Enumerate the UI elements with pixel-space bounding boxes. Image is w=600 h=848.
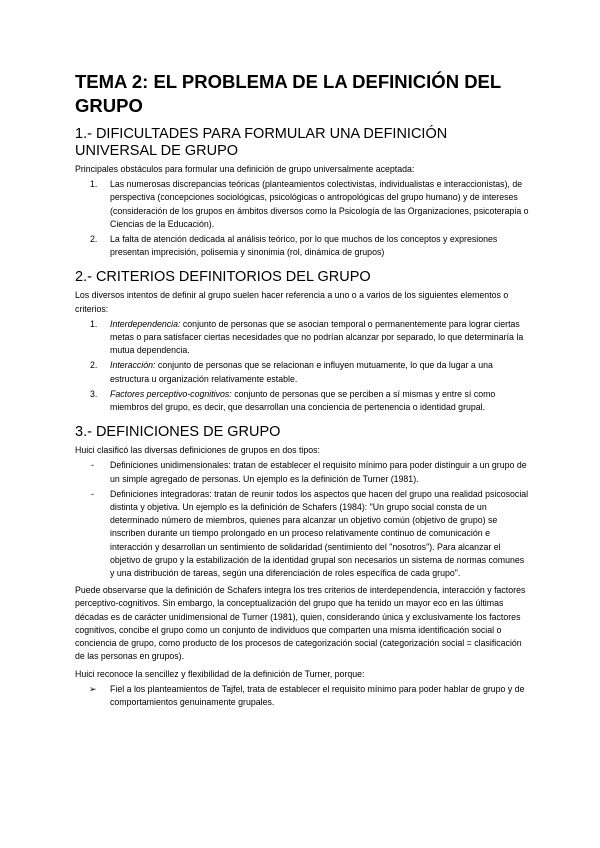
list-item-text: conjunto de personas que se perciben a sí mismas y entre sí como miembros del grupo, es decir, que desarrollan una conciencia de pertenencia o identidad grupal.	[110, 388, 496, 413]
list-item	[75, 488, 530, 580]
page-title: TEMA 2: EL PROBLEMA DE LA DEFINICIÓN DEL GRUPO	[75, 71, 501, 116]
arrow-bullet-icon: ➢	[89, 683, 97, 694]
list-item	[75, 359, 530, 385]
criterion-term: Factores perceptivo-cognitivos:	[110, 388, 232, 399]
section-1-heading: 1.- DIFICULTADES PARA FORMULAR UNA DEFINICIÓN UNIVERSAL DE GRUPO	[75, 126, 448, 159]
list-item-text: La falta de atención dedicada al análisis teórico, por lo que muchos de los conceptos y expresiones presentan imprecisión, polisemia y sinonimia (rol, dinámica de grupos)	[110, 234, 498, 258]
paragraph: Puede observarse que la definición de Schafers integra los tres criterios de interdependencia, interacción y factores perceptivo-cognitivos. Sin embargo, la conceptualización del grupo que ha tenido un mayor eco en las últimas décadas es de carácter unidimensional de Turner (1981), quien, considerando única y exclusivamente los factores cognitivos, concibe el grupo como un conjunto de individuos que comparten una misma identificación social o conciencia de grupo, como producto de los procesos de categorización social (categorización social = clasificación de las personas en grupos).	[75, 585, 526, 662]
list-number: 3.	[90, 388, 98, 399]
section-3-list	[75, 459, 530, 580]
list-item-text: Definiciones integradoras: tratan de reunir todos los aspectos que hacen del grupo una realidad psicosocial distinta y objetiva. Un ejemplo es la definición de Schafers (1984): "Un grupo social consta de un determinado número de miembros, quienes para alcanzar un objetivo común (objetivo de grupo) se inscriben durante un tiempo prolongado en un proceso relativamente continuo de comunicación e interacción y desarrollan un sentimiento de solidaridad (sentimiento del "nosotros"). Para alcanzar el objetivo de grupo y la estabilización de la identidad grupal son necesarios un sistema de normas comunes y una distribución de tareas, según una diferenciación de roles específica de cada grupo".	[110, 488, 529, 579]
criterion-term: Interdependencia:	[110, 318, 181, 329]
list-item	[75, 178, 530, 231]
section-2-list	[75, 318, 530, 414]
dash-bullet: -	[91, 488, 94, 499]
paragraph: Huici reconoce la sencillez y flexibilidad de la definición de Turner, porque:	[75, 668, 365, 679]
list-number: 2.	[90, 360, 98, 371]
section-1-intro: Principales obstáculos para formular una definición de grupo universalmente aceptada:	[75, 164, 415, 174]
list-item	[75, 233, 530, 259]
list-item	[75, 388, 530, 414]
list-item-text: Definiciones unidimensionales: tratan de establecer el requisito mínimo para poder distinguir a un grupo de un simple agregado de personas. Un ejemplo es la definición de Turner (1981).	[110, 460, 527, 484]
list-item	[75, 459, 530, 485]
section-3-bullets	[75, 683, 530, 709]
dash-bullet: -	[91, 460, 94, 471]
section-1-list	[75, 178, 530, 259]
list-item	[75, 318, 530, 358]
section-3	[75, 424, 530, 709]
section-1	[75, 126, 530, 259]
document-page	[75, 70, 530, 719]
section-3-intro: Huici clasificó las diversas definiciones de grupos en dos tipos:	[75, 445, 320, 456]
section-2	[75, 269, 530, 414]
list-number: 1.	[90, 179, 98, 190]
list-item	[75, 683, 530, 709]
section-2-heading: 2.- CRITERIOS DEFINITORIOS DEL GRUPO	[75, 269, 371, 286]
list-number: 2.	[90, 234, 98, 245]
section-3-heading: 3.- DEFINICIONES DE GRUPO	[75, 424, 281, 441]
list-item-text: Fiel a los planteamientos de Tajfel, trata de establecer el requisito mínimo para poder hablar de grupo y de comportamientos genuinamente grupales.	[110, 683, 525, 707]
list-item-text: Las numerosas discrepancias teóricas (planteamientos colectivistas, individualistas e interaccionistas), de perspectiva (concepciones sociológicas, psicológicas o antropológicas del grupo humano) y de intereses (consideración de los grupos en ámbitos diversos como la Psicología de las Organizaciones, psicoterapia o Ciencias de la Educación).	[110, 179, 529, 229]
list-item-text: conjunto de personas que se relacionan e influyen mutuamente, lo que da lugar a una estructura u organización relativamente estable.	[110, 360, 493, 384]
criterion-term: Interacción:	[110, 360, 156, 371]
list-item-text: conjunto de personas que se asocian temporal o permanentemente para lograr ciertas metas o para satisfacer ciertas necesidades que no podrían alcanzar por separado, lo que determinaría la mutua dependencia.	[110, 318, 524, 356]
list-number: 1.	[90, 318, 98, 329]
section-2-intro: Los diversos intentos de definir al grupo suelen hacer referencia a uno o a varios de los siguientes elementos o criterios:	[75, 290, 509, 314]
